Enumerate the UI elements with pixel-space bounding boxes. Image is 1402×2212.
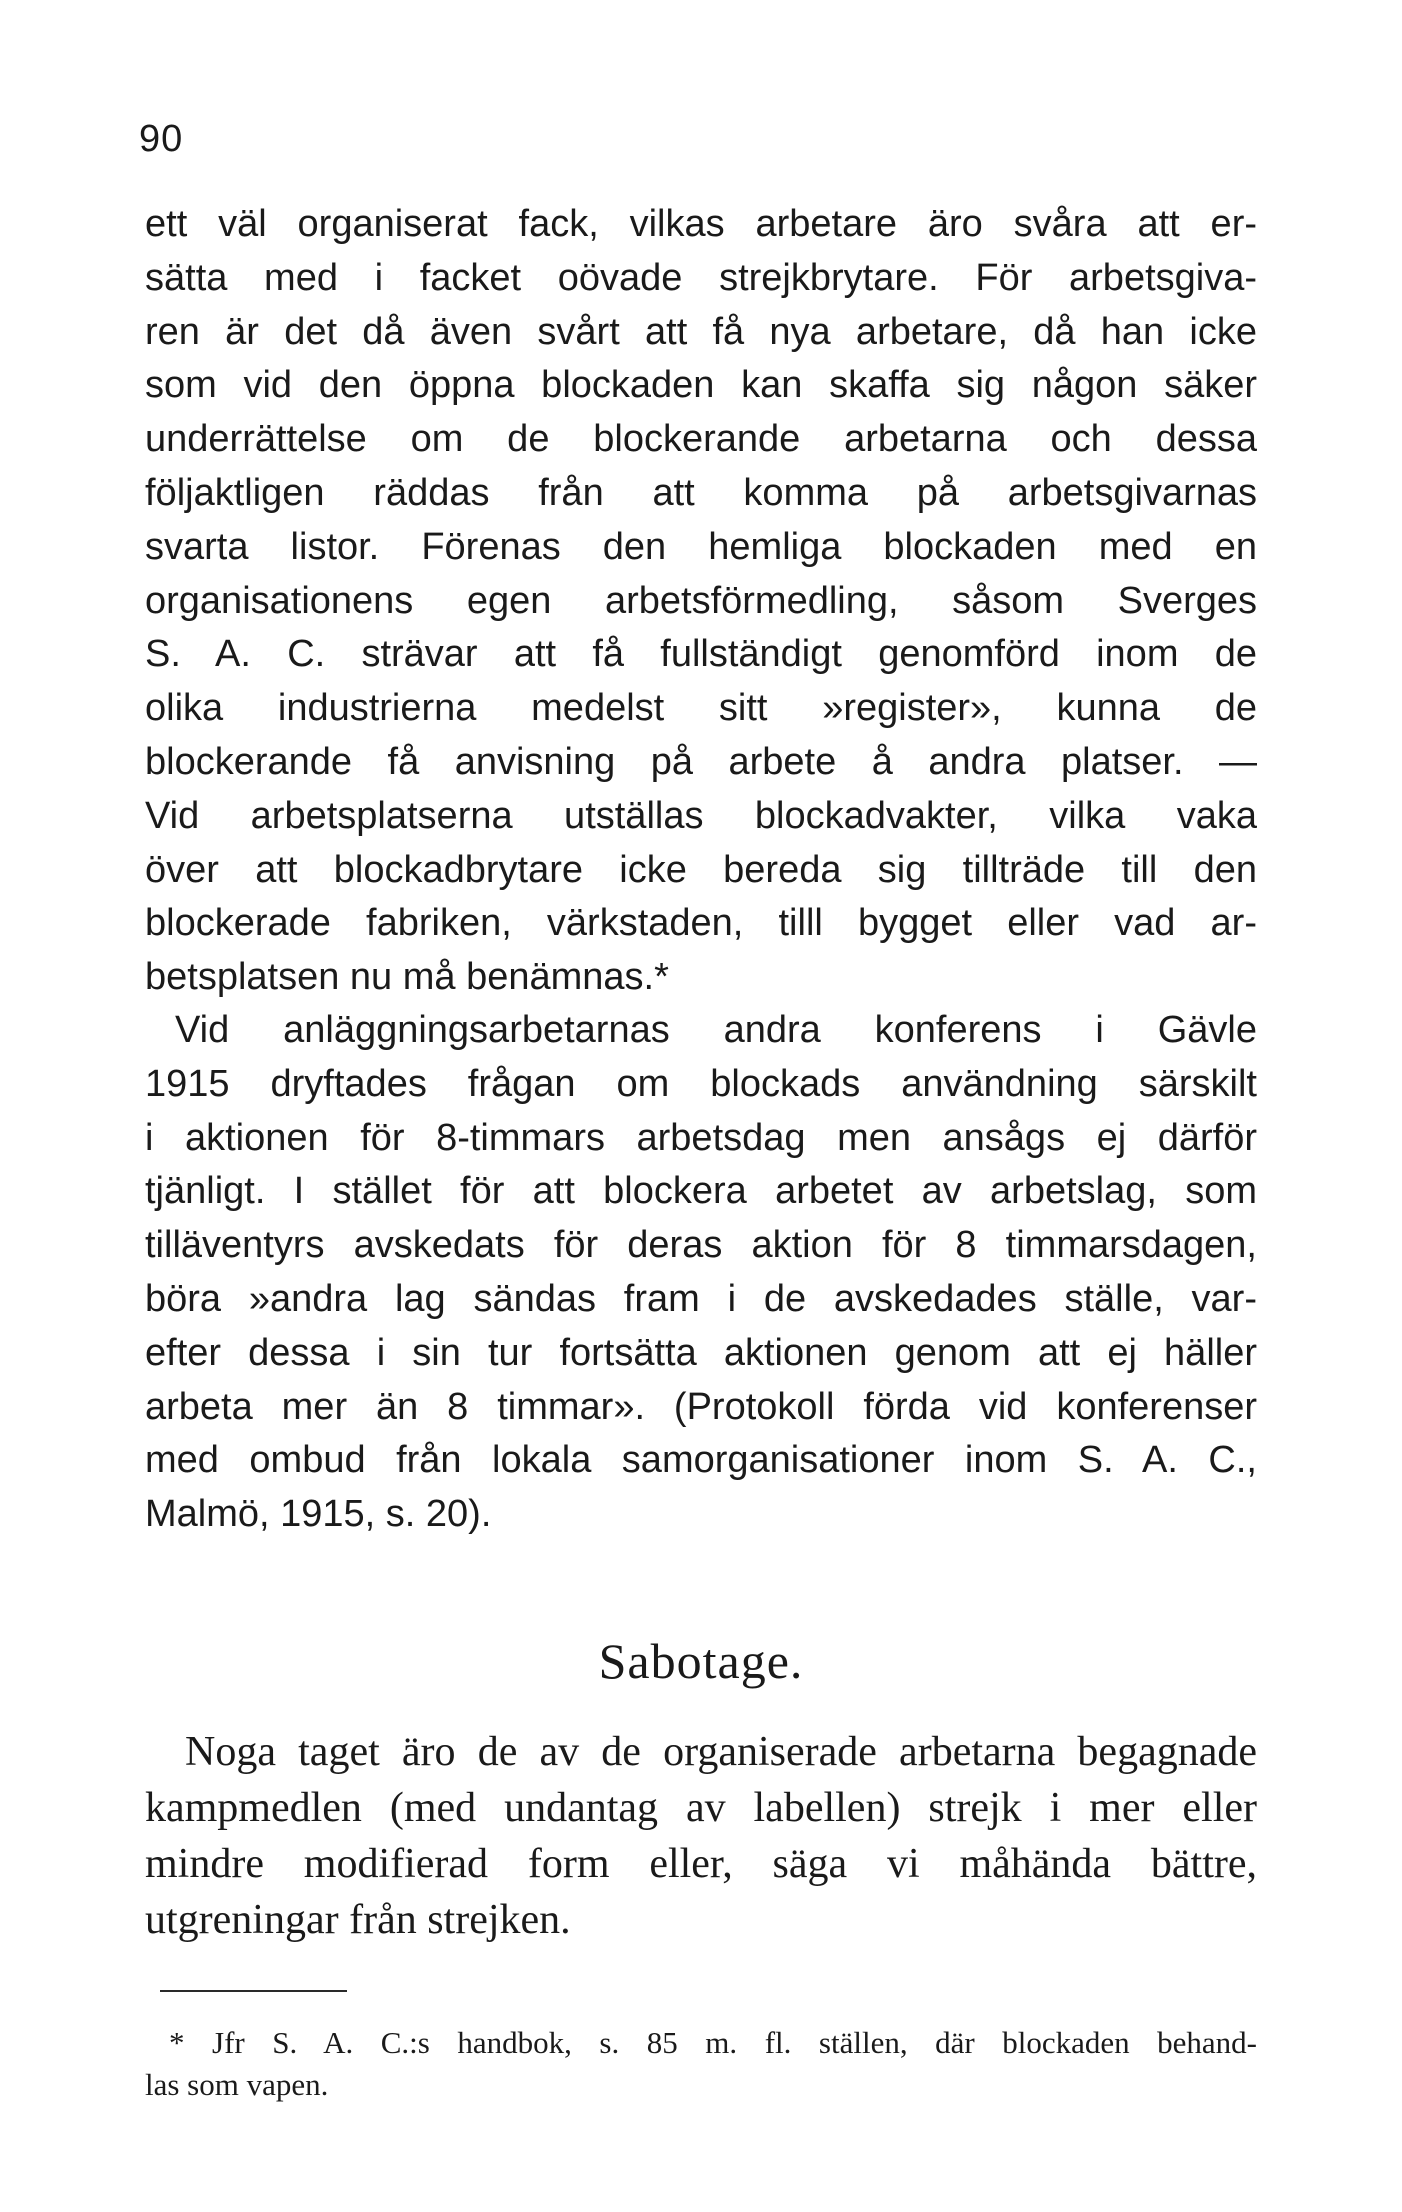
- text-line: blockerande få anvisning på arbete å andra platser. —: [145, 740, 1257, 783]
- text-line: S. A. C. strävar att få fullständigt genomförd inom de: [145, 633, 1257, 676]
- section-heading: Sabotage.: [598, 1633, 804, 1689]
- paragraph-blockade: [145, 198, 1257, 1005]
- text-line: arbeta mer än 8 timmar». (Protokoll förda vid konferenser: [145, 1385, 1257, 1428]
- text-line: Noga taget äro de av de organiserade arbetarna begagnade: [185, 1729, 1257, 1775]
- text-line: tilläventyrs avskedats för deras aktion för 8 timmarsdagen,: [145, 1224, 1257, 1267]
- text-line: Malmö, 1915, s. 20).: [145, 1493, 492, 1536]
- text-line: 1915 dryftades frågan om blockads användning särskilt: [145, 1062, 1257, 1105]
- text-line: olika industrierna medelst sitt »register», kunna de: [145, 687, 1257, 730]
- text-line: underrättelse om de blockerande arbetarna och dessa: [145, 418, 1257, 461]
- footnote-line: las som vapen.: [145, 2067, 329, 2102]
- text-line: mindre modifierad form eller, säga vi måhända bättre,: [145, 1841, 1257, 1887]
- text-line: Vid arbetsplatserna utställas blockadvakter, vilka vaka: [145, 794, 1257, 837]
- text-line: svarta listor. Förenas den hemliga blockaden med en: [145, 525, 1257, 568]
- text-line: som vid den öppna blockaden kan skaffa sig någon säker: [145, 364, 1257, 407]
- text-line: ett väl organiserat fack, vilkas arbetare äro svåra att er-: [145, 203, 1257, 245]
- footnote-line: * Jfr S. A. C.:s handbok, s. 85 m. fl. ställen, där blockaden behand-: [169, 2025, 1257, 2060]
- footnote-divider: [160, 1990, 347, 1992]
- text-line: betsplatsen nu må benämnas.*: [145, 956, 669, 999]
- text-line: i aktionen för 8-timmars arbetsdag men ansågs ej därför: [145, 1116, 1257, 1159]
- text-line: utgreningar från strejken.: [145, 1897, 571, 1943]
- footnote: [145, 2022, 1257, 2106]
- paragraph-sabotage: [145, 1724, 1257, 1948]
- text-line: med ombud från lokala samorganisationer inom S. A. C.,: [145, 1439, 1257, 1482]
- text-line: böra »andra lag sändas fram i de avskedades ställe, var-: [145, 1277, 1257, 1320]
- paragraph-gavle-conference: [145, 1004, 1257, 1542]
- text-line: efter dessa i sin tur fortsätta aktionen genom att ej häller: [145, 1331, 1257, 1374]
- text-line: kampmedlen (med undantag av labellen) strejk i mer eller: [145, 1785, 1257, 1831]
- text-line: över att blockadbrytare icke bereda sig tillträde till den: [145, 848, 1257, 891]
- text-line: tjänligt. I stället för att blockera arbetet av arbetslag, som: [145, 1170, 1257, 1213]
- text-line: sätta med i facket oövade strejkbrytare. För arbetsgiva-: [145, 256, 1257, 299]
- page-number: 90: [139, 118, 184, 160]
- text-line: Vid anläggningsarbetarnas andra konferens i Gävle: [175, 1009, 1257, 1051]
- text-line: blockerade fabriken, värkstaden, tilll bygget eller vad ar-: [145, 902, 1257, 945]
- text-line: ren är det då även svårt att få nya arbetare, då han icke: [145, 310, 1257, 353]
- text-line: organisationens egen arbetsförmedling, såsom Sverges: [145, 579, 1257, 622]
- text-line: följaktligen räddas från att komma på arbetsgivarnas: [145, 471, 1257, 514]
